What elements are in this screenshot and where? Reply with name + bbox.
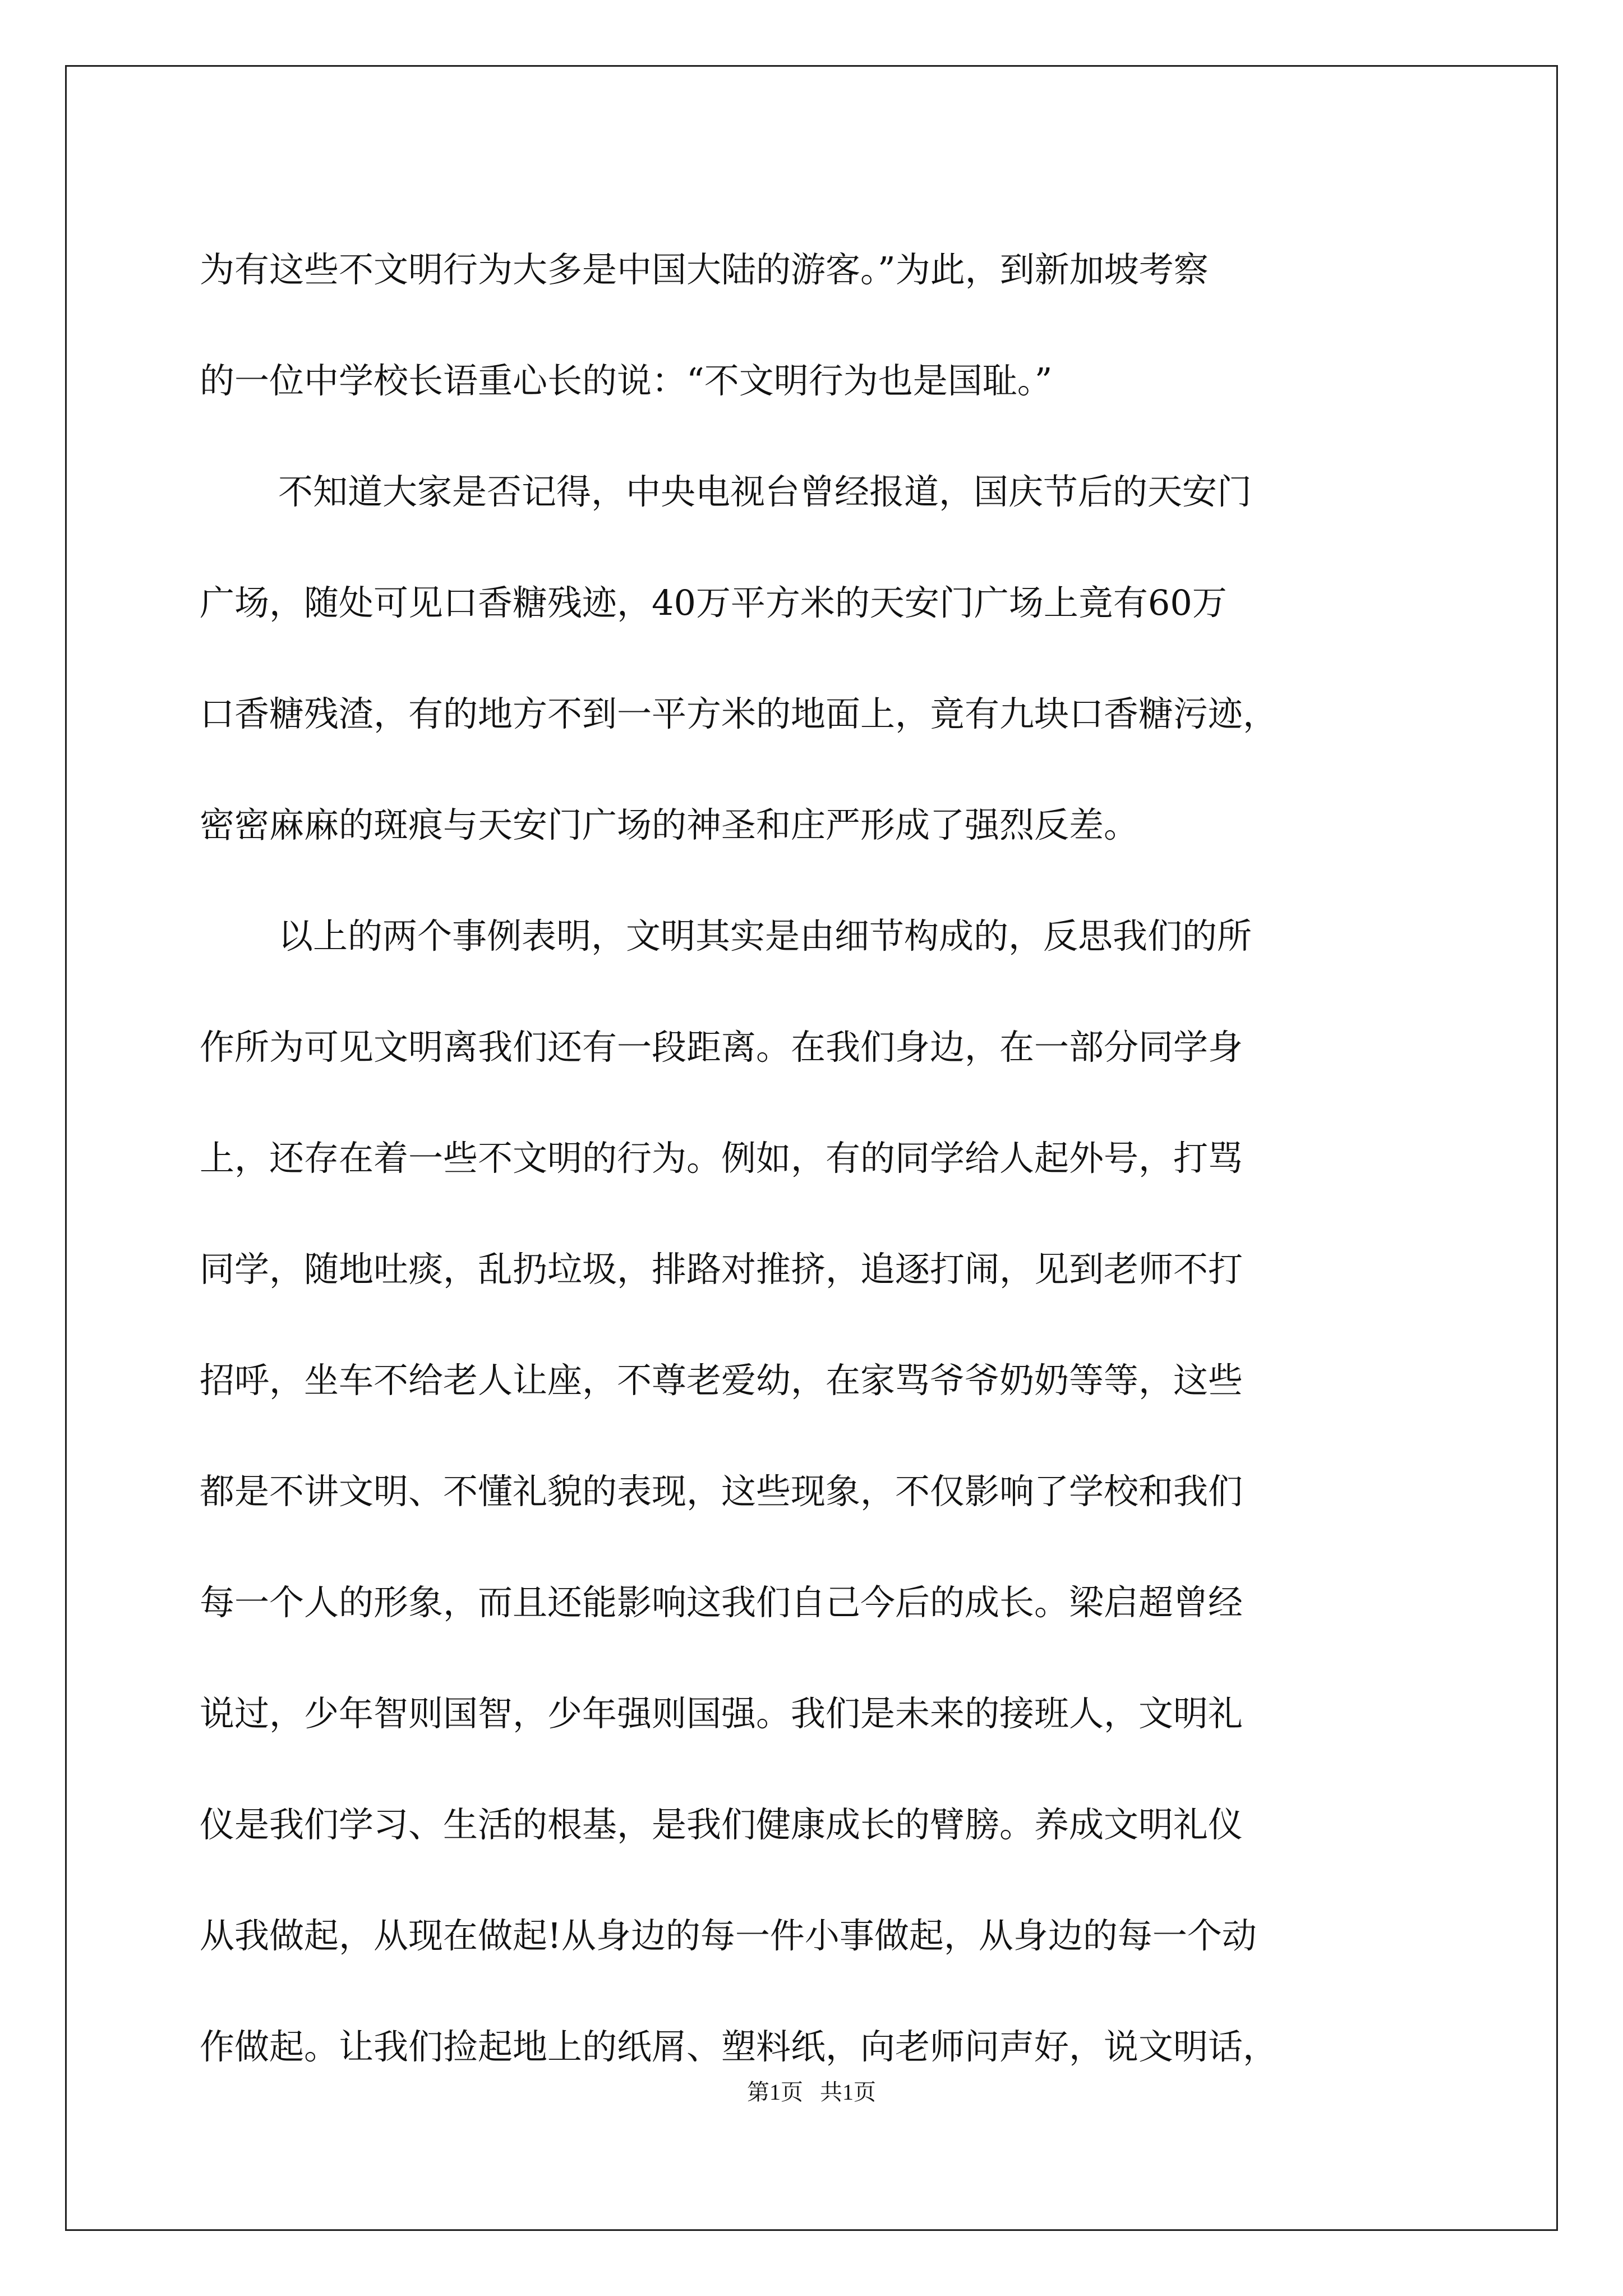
text-line: 上，还存在着一些不文明的行为。例如，有的同学给人起外号，打骂 xyxy=(200,1138,1243,1179)
text-line: 的一位中学校长语重心长的说：“不文明行为也是国耻。” xyxy=(200,360,1053,401)
text-line: 广场，随处可见口香糖残迹，40万平方米的天安门广场上竟有60万 xyxy=(200,582,1227,623)
text-line: 说过，少年智则国智，少年强则国强。我们是未来的接班人，文明礼 xyxy=(200,1693,1243,1734)
page-number: 第1页 xyxy=(747,2079,803,2105)
page-total: 共1页 xyxy=(820,2079,876,2105)
text-line: 作做起。让我们捡起地上的纸屑、塑料纸，向老师问声好，说文明话， xyxy=(200,2026,1278,2067)
text-line: 密密麻麻的斑痕与天安门广场的神圣和庄严形成了强烈反差。 xyxy=(200,804,1139,845)
document-body xyxy=(200,214,1433,2102)
text-line: 为有这些不文明行为大多是中国大陆的游客。”为此，到新加坡考察 xyxy=(200,249,1209,290)
text-line: 每一个人的形象，而且还能影响这我们自己今后的成长。梁启超曾经 xyxy=(200,1582,1243,1623)
text-line: 同学，随地吐痰，乱扔垃圾，排路对推挤，追逐打闹，见到老师不打 xyxy=(200,1249,1243,1290)
text-line: 不知道大家是否记得，中央电视台曾经报道，国庆节后的天安门 xyxy=(278,471,1252,512)
page-footer xyxy=(0,2076,1623,2109)
text-line: 以上的两个事例表明，文明其实是由细节构成的，反思我们的所 xyxy=(278,915,1252,956)
text-line: 口香糖残渣，有的地方不到一平方米的地面上，竟有九块口香糖污迹， xyxy=(200,693,1278,734)
text-line: 招呼，坐车不给老人让座，不尊老爱幼，在家骂爷爷奶奶等等，这些 xyxy=(200,1360,1243,1401)
text-line: 仪是我们学习、生活的根基，是我们健康成长的臂膀。养成文明礼仪 xyxy=(200,1804,1243,1845)
text-line: 从我做起，从现在做起!从身边的每一件小事做起，从身边的每一个动 xyxy=(200,1915,1257,1956)
text-line: 都是不讲文明、不懂礼貌的表现，这些现象，不仅影响了学校和我们 xyxy=(200,1471,1243,1512)
text-line: 作所为可见文明离我们还有一段距离。在我们身边，在一部分同学身 xyxy=(200,1027,1243,1068)
